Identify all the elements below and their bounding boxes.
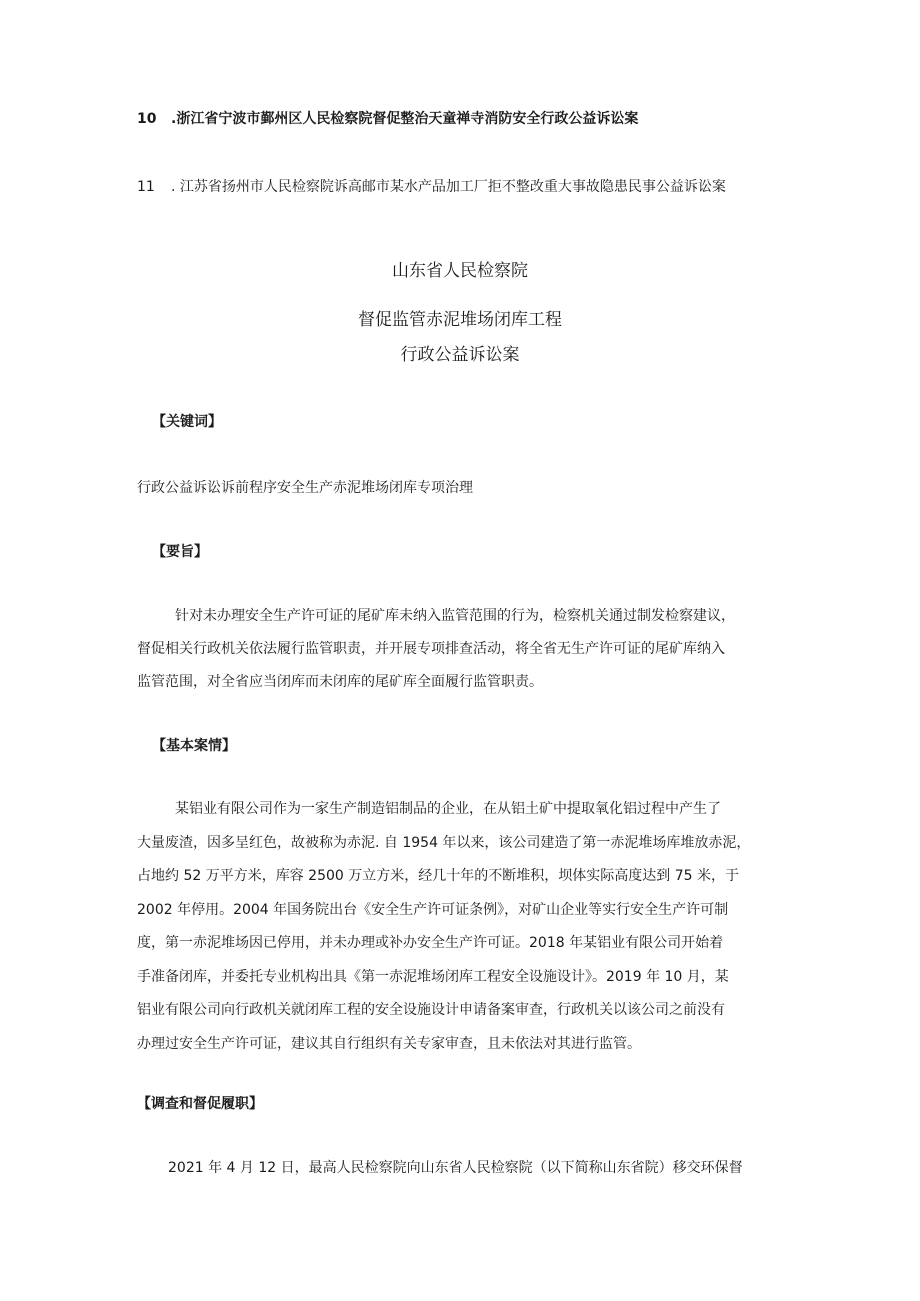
toc-number: 11 (137, 179, 155, 195)
investigation-heading: 【调查和督促履职】 (137, 1096, 263, 1112)
toc-number: 10 (137, 111, 157, 127)
paragraph-line: 督促相关行政机关依法履行监管职责，并开展专项排查活动，将全省无生产许可证的尾矿库纳入 (137, 641, 725, 657)
paragraph-line: 办理过安全生产许可证，建议其自行组织有关专家审查，且未依法对其进行监管。 (137, 1035, 641, 1052)
paragraph-line: 手准备闭库，并委托专业机构出具《第一赤泥堆场闭库工程安全设施设计》。2019 年 10 月，某 (137, 968, 729, 985)
title-line-1: 山东省人民检察院 (392, 261, 528, 281)
gist-heading: 【要旨】 (152, 544, 208, 560)
paragraph-line: 监管范围，对全省应当闭库而未闭库的尾矿库全面履行监管职责。 (137, 674, 543, 690)
toc-text: .浙江省宁波市鄞州区人民检察院督促整治天童禅寺消防安全行政公益诉讼案 (171, 111, 639, 127)
paragraph-line: 2002 年停用。2004 年国务院出台《安全生产许可证条例》，对矿山企业等实行安全生产许可制 (137, 901, 729, 918)
paragraph-line: 针对未办理安全生产许可证的尾矿库未纳入监管范围的行为，检察机关通过制发检察建议， (175, 608, 735, 624)
facts-heading: 【基本案情】 (152, 738, 236, 754)
title-line-3: 行政公益诉讼案 (400, 345, 520, 365)
toc-text: . 江苏省扬州市人民检察院诉高邮市某水产品加工厂拒不整改重大事故隐患民事公益诉讼案 (171, 179, 726, 195)
facts-paragraph (137, 799, 787, 1067)
investigation-text: 2021 年 4 月 12 日，最高人民检察院向山东省人民检察院（以下简称山东省院）移交环保督 (168, 1160, 743, 1176)
toc-item-10 (137, 109, 638, 129)
keywords-heading: 【关键词】 (152, 414, 222, 430)
paragraph-line: 大量废渣，因多呈红色，故被称为赤泥. 自 1954 年以来，该公司建造了第一赤泥堆场库堆放赤泥， (137, 834, 751, 851)
toc-item-11 (137, 177, 726, 197)
paragraph-line: 铝业有限公司向行政机关就闭库工程的安全设施设计申请备案审查，行政机关以该公司之前没有 (137, 1002, 725, 1018)
keywords-text: 行政公益诉讼诉前程序安全生产赤泥堆场闭库专项治理 (137, 480, 473, 496)
paragraph-line: 度，第一赤泥堆场因已停用，并未办理或补办安全生产许可证。2018 年某铝业有限公司开始着 (137, 935, 724, 951)
paragraph-line: 某铝业有限公司作为一家生产制造铝制品的企业，在从铝土矿中提取氧化铝过程中产生了 (175, 801, 721, 817)
paragraph-line: 占地约 52 万平方米，库容 2500 万立方米，经几十年的不断堆积，坝体实际高度达到 75 米，于 (137, 868, 739, 884)
title-line-2: 督促监管赤泥堆场闭库工程 (358, 310, 562, 330)
gist-paragraph (137, 606, 787, 705)
